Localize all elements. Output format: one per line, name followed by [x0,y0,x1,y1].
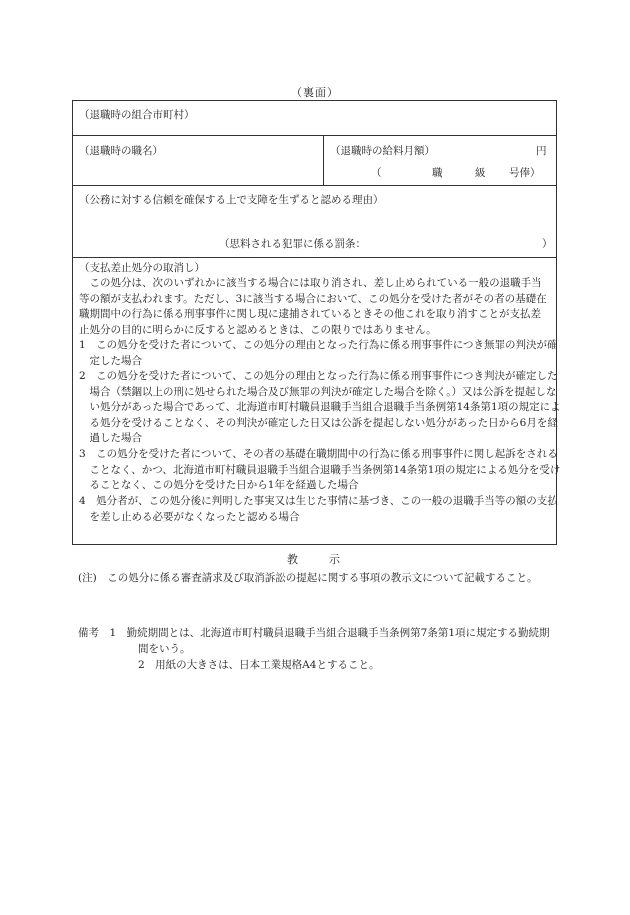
biko-section [78,625,560,673]
cancel-item-3: 3 この処分を受けた者について、その者の基礎在職期間中の行為に係る刑事事件に関し起訴をされることなく、かつ、北海道市町村職員退職手当組合退職手当条例第14条第1項の規定による処分を受けることなく、この処分を受けた日から1年を経過した場合 [79,448,561,491]
suspected-crime-close: ） [542,238,553,250]
kyoji-title: 教 示 [287,553,343,566]
municipality-row [73,101,556,136]
note: (注) この処分に係る審査請求及び取消訴訟の提起に関する事項の教示文について記載すること。 [78,572,538,584]
biko-item-1: 備考 1 勤続期間とは、北海道市町村職員退職手当組合退職手当条例第7条第1項に規定する勤続期間をいう。 [78,627,550,655]
grade-kyu: 級 [475,167,486,179]
grade-open-paren: （ [371,167,382,179]
cancellation-section [73,258,561,544]
column-divider [323,136,324,185]
form-table [72,100,561,545]
cancel-item-2: 2 この処分を受けた者について、この処分の理由となった行為に係る刑事事件につき判決が確定した場合（禁錮以上の刑に処せられた場合及び無罪の判決が確定した場合を除く。）又は公訴を提起しない処分があった場合であって、北海道市町村職員退職手当組合退職手当条例第14条第1項の規定による処分を受けることなく、その判決が確定した日又は公訴を提起しない処分があった日から6月を経過した場合 [79,370,561,444]
cancel-item-1: 1 この処分を受けた者について、この処分の理由となった行為に係る刑事事件につき無罪の判決が確定した場合 [79,339,558,367]
cancel-heading: （支払差止処分の取消し） [79,262,205,274]
salary-label: （退職時の給料月額） [330,145,435,157]
page-title: （裏面） [291,86,339,99]
salary-unit: 円 [536,145,547,157]
municipality-label: （退職時の組合市町村） [79,109,195,121]
suspected-crime-label: （思料される犯罪に係る罰条： [219,238,366,250]
cancel-intro: この処分は、次のいずれかに該当する場合には取り消され、差し止められている一般の退職手当等の額が支払われます。ただし、3に該当する場合において、この処分を受けた者がその者の基礎在職期間中の行為に係る刑事事件に関し現に逮捕されているときその他これを取り消すことが支払差止処分の目的に明らかに反すると認めるときは、この限りではありません。 [79,277,547,336]
reason-label: （公務に対する信頼を確保する上で支障を生ずると認める理由） [79,194,384,206]
grade-shoku: 職 [432,167,443,179]
position-salary-row [73,136,556,186]
position-label: （退職時の職名） [79,145,163,157]
cancel-item-4: 4 処分者が、この処分後に判明した事実又は生じた事情に基づき、この一般の退職手当等の額の支払を差し止める必要がなくなったと認める場合 [79,495,558,523]
reason-row [73,186,556,258]
grade-gohou: 号俸） [509,167,541,179]
biko-item-2: 2 用紙の大きさは、日本工業規格A4とすること。 [138,659,380,671]
